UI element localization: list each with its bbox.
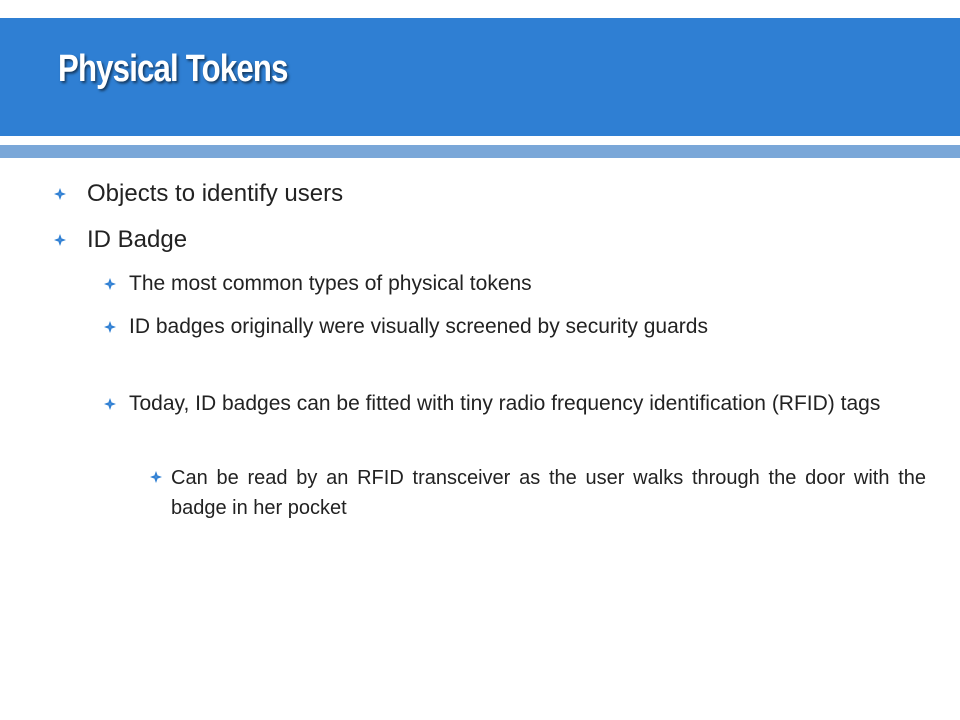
bullet-item-level2 <box>104 312 926 342</box>
title-bar <box>0 18 960 136</box>
diamond-bullet-icon <box>150 471 162 483</box>
diamond-bullet-icon <box>104 398 116 410</box>
bullet-text: ID badges originally were visually screened by security guards <box>129 315 708 338</box>
bullet-text: The most common types of physical tokens <box>129 272 532 295</box>
diamond-bullet-icon <box>104 278 116 290</box>
bullet-item-level2 <box>104 389 926 419</box>
slide-title: Physical Tokens <box>58 48 288 90</box>
diamond-bullet-icon <box>54 188 66 200</box>
bullet-item-level3 <box>150 463 926 523</box>
bullet-text: Objects to identify users <box>87 180 344 207</box>
bullet-text: Today, ID badges can be fitted with tiny radio frequency identification (RFID) tags <box>129 392 881 415</box>
diamond-bullet-icon <box>54 234 66 246</box>
bullet-text: Can be read by an RFID transceiver as the user walks through the door with the badge in her pocket <box>171 467 926 519</box>
title-stripe <box>0 145 960 158</box>
bullet-item-level2 <box>104 269 926 299</box>
diamond-bullet-icon <box>104 321 116 333</box>
bullet-text: ID Badge <box>87 226 188 253</box>
